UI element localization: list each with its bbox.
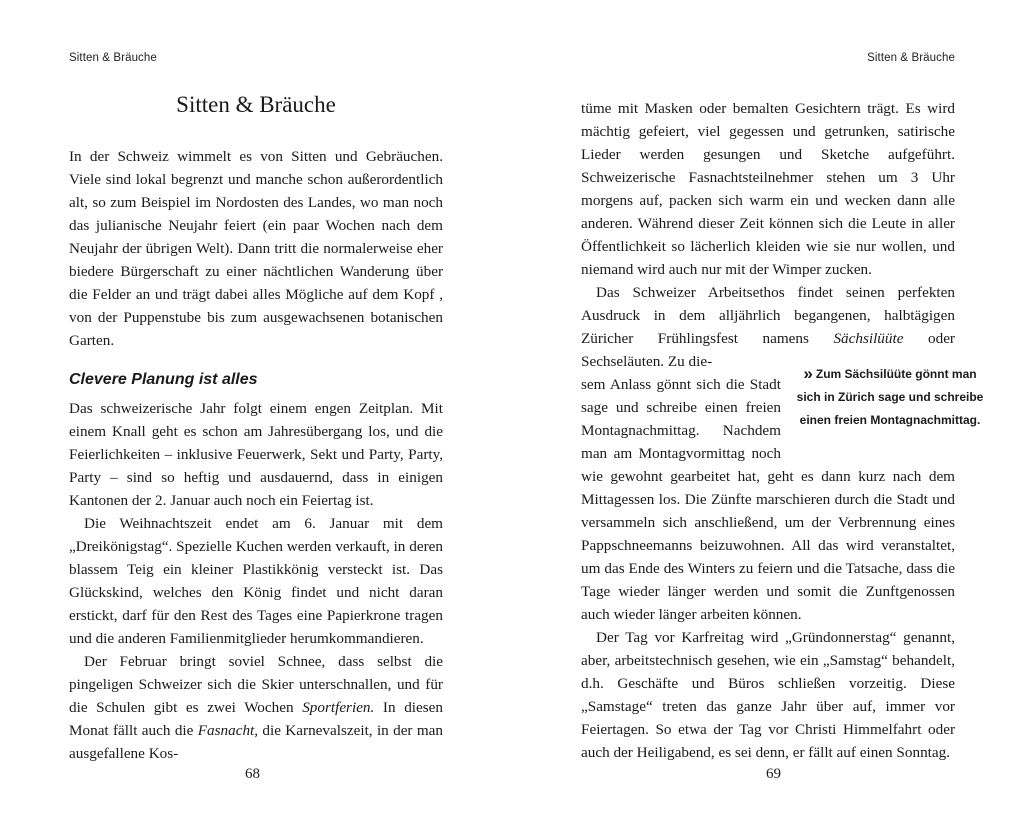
pullquote-text: Zum Sächsilüüte gönnt man bbox=[815, 367, 977, 381]
paragraph-gruendonnerstag: Der Tag vor Karfreitag wird „Gründonnerstag“ genannt, aber, arbeitstechnisch gesehen, wie ein „Samstag“ behandelt, d.h. Geschäfte und Büros schließen vorzeitig. Diese „Samstage“ treten das ganze Jahr über auf, immer vor Feiertagen. So etwa der Tag vor Christi Himmelfahrt oder auch der Heiligabend, es sei denn, er fällt auf einen Sonntag. bbox=[581, 629, 955, 761]
pullquote bbox=[792, 362, 988, 432]
text-run: Der Februar bringt soviel Schnee, dass selbst die pingeligen Schweizer sich die Skier unterschnallen, und für die Schulen gibt es zwei Wochen bbox=[69, 653, 443, 716]
italic-term-sportferien: Sportferien. bbox=[302, 699, 375, 716]
pullquote-line bbox=[792, 362, 988, 386]
paragraph-new-year: Das schweizerische Jahr folgt einem engen Zeitplan. Mit einem Knall geht es schon am Jahresübergang los, und die Feierlichkeiten – inklusive Feuerwerk, Sekt und Party, Party, Party – sind so heftig und ausdauernd, dass in einigen Kantonen der 2. Januar auch noch ein Feiertag ist. bbox=[69, 400, 443, 509]
wrapped-line: sem Anlass gönnt sich die Stadt bbox=[581, 376, 781, 393]
italic-term-saechsiluute: Sächsilüüte bbox=[833, 330, 904, 347]
wrapped-line: man am Montagvormittag noch bbox=[581, 445, 781, 462]
chapter-title: Sitten & Bräuche bbox=[176, 92, 336, 117]
running-head-right: Sitten & Bräuche bbox=[867, 52, 955, 64]
running-head-left: Sitten & Bräuche bbox=[69, 52, 157, 64]
pullquote-line: einen freien Montagnachmittag. bbox=[799, 413, 981, 427]
text-run: In diesen Monat fällt auch die bbox=[69, 699, 443, 739]
wrapped-line: sage und schreibe einen freien bbox=[581, 399, 781, 416]
intro-paragraph: In der Schweiz wimmelt es von Sitten und Gebräuchen. Viele sind lokal begrenzt und manche schon außerordentlich alt, so zum Beispiel im Nordosten des Landes, wo man noch das julianische Neujahr feiert (ein paar Wochen nach dem Neujahr der übrigen Welt). Dann tritt die normalerweise eher biedere Bürgerschaft zu einer nächtlichen Wanderung über die Felder an und trägt dabei alles Mögliche auf dem Kopf , von der Puppenstube bis zum ausgewachsenen botanischen Garten. bbox=[69, 148, 443, 349]
text-run: oder Sechseläuten. Zu die- bbox=[581, 330, 955, 370]
page-number-right: 69 bbox=[766, 766, 781, 782]
page-number-left: 68 bbox=[245, 766, 260, 782]
paragraph-fasnacht-continued: tüme mit Masken oder bemalten Gesichtern trägt. Es wird mächtig gefeiert, viel gegessen und getrunken, satirische Lieder werden gesungen und Sketche aufgeführt. Schweizerische Fasnachtsteilnehmer stehen um 3 Uhr morgens auf, packen sich warm ein und wecken dann alle anderen. Während dieser Zeit können sich die Leute in aller Öffentlichkeit so lächerlich kleiden wie sie nur wollen, und niemand wird auch nur mit der Wimper zucken. bbox=[581, 100, 955, 278]
intro-paragraph-block bbox=[69, 145, 443, 352]
paragraph-saechsiluute-rest: wie gewohnt gearbeitet hat, geht es dann kurz nach dem Mittagessen los. Die Zünfte marschieren durch die Stadt und versammeln sich anschließend, um der Verbrennung eines Pappschneemanns beizuwohnen. All das wird veranstaltet, um das Ende des Winters zu feiern und die Tatsache, dass die Tage wieder länger werden und somit die Zunftgenossen auch wieder länger arbeiten können. bbox=[581, 468, 955, 623]
text-run: die Karnevalszeit, in der man ausgefallene Kos- bbox=[69, 722, 443, 762]
pullquote-line: sich in Zürich sage und schreibe bbox=[796, 390, 984, 404]
section-heading: Clevere Planung ist alles bbox=[69, 371, 258, 388]
paragraph-february bbox=[69, 650, 443, 765]
double-chevron-icon: » bbox=[803, 364, 813, 383]
text-run: Das Schweizer Arbeitsethos findet seinen perfekten Ausdruck in dem alljährlich begangenen, halbtägigen Züricher Frühlingsfest namens bbox=[581, 284, 955, 347]
italic-term-fasnacht: Fasnacht, bbox=[197, 722, 259, 739]
wrapped-line: Montagnachmittag. Nachdem bbox=[581, 422, 781, 439]
paragraph-epiphany: Die Weihnachtszeit endet am 6. Januar mit dem „Dreikönigstag“. Spezielle Kuchen werden verkauft, in deren blassem Teig ein kleiner Plastikkönig versteckt ist. Das Glückskind, welches den König findet und nicht daran erstickt, darf für den Rest des Tages eine Papierkrone tragen und die anderen Familienmitglieder herumkommandieren. bbox=[69, 515, 443, 647]
paragraph-wrap-around-pullquote bbox=[581, 373, 781, 465]
section-body-left bbox=[69, 397, 443, 765]
paragraph-saechsiluute-intro bbox=[581, 281, 955, 373]
